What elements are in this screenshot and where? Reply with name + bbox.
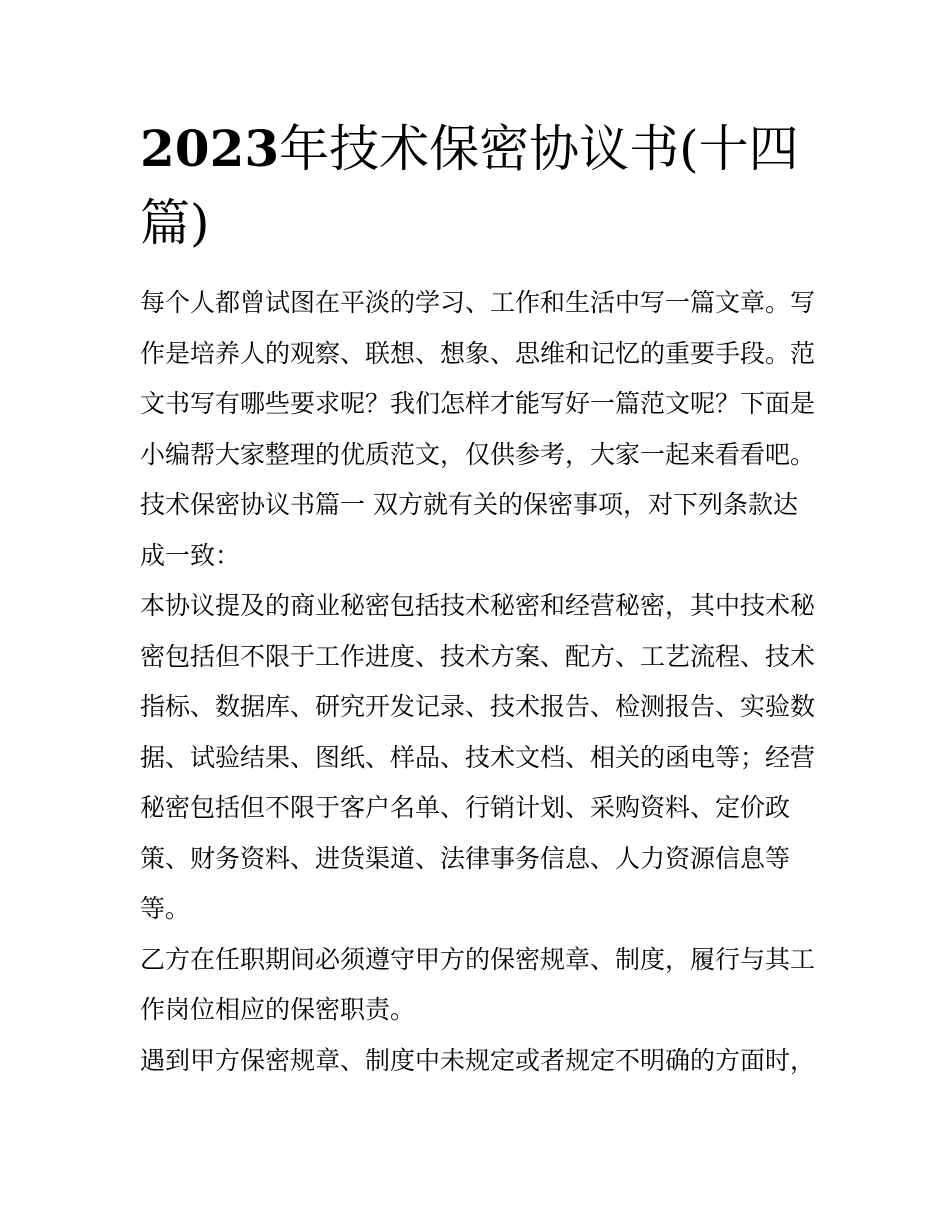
body-line: 遇到甲方保密规章、制度中未规定或者规定不明确的方面时， — [140, 1045, 816, 1075]
body-line: 文书写有哪些要求呢？我们怎样才能写好一篇范文呢？下面是 — [140, 389, 816, 418]
body-line: 作岗位相应的保密职责。 — [140, 995, 416, 1024]
body-line: 本协议提及的商业秘密包括技术秘密和经营秘密，其中技术秘 — [140, 591, 816, 620]
body-line: 每个人都曾试图在平淡的学习、工作和生活中写一篇文章。写 — [140, 288, 816, 317]
title-line2-text: 篇) — [140, 194, 210, 252]
title-year: 2023 — [140, 119, 280, 178]
body-line: 技术保密协议书篇一 双方就有关的保密事项，对下列条款达 — [140, 490, 798, 519]
body-line: 指标、数据库、研究开发记录、技术报告、检测报告、实验数 — [140, 692, 816, 721]
body-line: 成一致： — [140, 540, 241, 570]
body-line: 小编帮大家整理的优质范文，仅供参考，大家一起来看看吧。 — [140, 439, 816, 469]
title-line1-text: 年技术保密协议书(十四 — [279, 120, 799, 178]
document-title — [140, 112, 820, 260]
document-body — [140, 278, 820, 1086]
body-line: 等。 — [140, 894, 191, 923]
body-line: 策、财务资料、进货渠道、法律事务信息、人力资源信息等 — [140, 843, 791, 873]
body-line: 乙方在任职期间必须遵守甲方的保密规章、制度，履行与其工 — [140, 944, 816, 974]
body-line: 秘密包括但不限于客户名单、行销计划、采购资料、定价政 — [140, 793, 791, 822]
body-line: 密包括但不限于工作进度、技术方案、配方、工艺流程、技术 — [140, 641, 816, 671]
body-line: 据、试验结果、图纸、样品、技术文档、相关的函电等；经营 — [140, 742, 816, 772]
body-line: 作是培养人的观察、联想、想象、思维和记忆的重要手段。范 — [140, 338, 816, 368]
